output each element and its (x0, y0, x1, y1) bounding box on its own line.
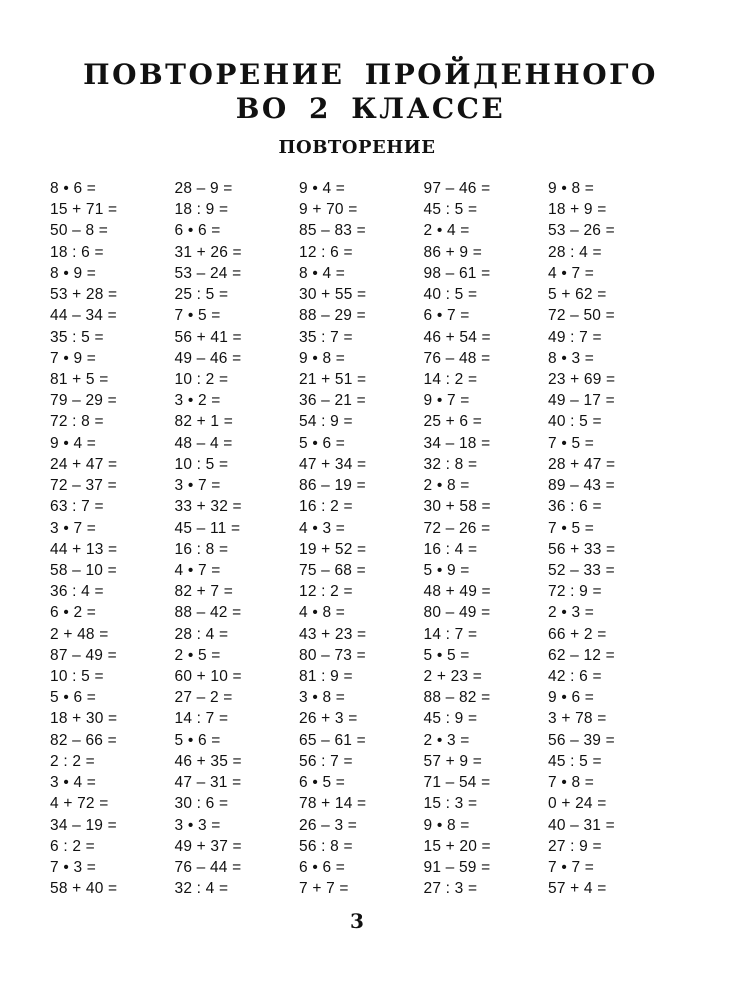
exercise-item: 86 – 19 = (299, 477, 366, 495)
exercise-item: 82 – 66 = (50, 731, 117, 749)
exercise-item: 3 • 3 = (174, 816, 221, 834)
exercise-item: 72 – 37 = (50, 477, 117, 495)
exercise-item: 76 – 48 = (423, 349, 491, 367)
exercise-item: 72 : 9 = (548, 583, 602, 601)
exercise-item: 34 – 18 = (423, 434, 491, 452)
exercise-item: 53 + 28 = (50, 286, 118, 304)
exercise-item: 89 – 43 = (548, 477, 615, 495)
exercise-item: 28 + 47 = (548, 455, 616, 473)
exercise-item: 10 : 5 = (50, 668, 104, 686)
exercise-item: 49 + 37 = (174, 837, 242, 855)
exercise-item: 45 – 11 = (174, 519, 241, 537)
exercise-item: 6 • 6 = (299, 859, 346, 876)
exercise-item: 26 – 3 = (299, 816, 358, 834)
exercise-item: 7 + 7 = (299, 880, 349, 898)
exercise-item: 9 • 8 = (299, 349, 346, 367)
exercise-item: 16 : 4 = (423, 540, 478, 558)
exercise-item: 40 : 5 = (548, 413, 602, 431)
exercise-item: 9 • 8 = (423, 816, 470, 834)
exercise-item: 35 : 7 = (299, 328, 353, 346)
exercise-item: 4 • 8 = (299, 604, 346, 622)
exercise-item: 2 • 3 = (548, 604, 595, 622)
page-title-line-2: ВО 2 КЛАССЕ (235, 92, 506, 125)
exercise-item: 32 : 4 = (174, 880, 229, 898)
exercise-item: 54 : 9 = (299, 413, 353, 431)
exercise-item: 80 – 73 = (299, 646, 366, 664)
exercise-item: 57 + 4 = (548, 880, 607, 898)
exercise-item: 3 • 7 = (50, 519, 97, 537)
exercise-item: 3 • 2 = (174, 392, 221, 410)
exercise-item: 82 + 1 = (174, 413, 233, 431)
exercise-item: 27 – 2 = (174, 689, 233, 707)
exercise-item: 7 • 8 = (548, 774, 595, 792)
exercise-item: 58 – 10 = (50, 561, 117, 579)
exercise-item: 8 • 3 = (548, 349, 595, 367)
exercise-item: 58 + 40 = (50, 880, 118, 898)
exercise-item: 28 – 9 = (174, 180, 233, 197)
exercise-item: 2 + 48 = (50, 625, 109, 643)
exercise-item: 5 • 5 = (423, 646, 470, 664)
exercise-item: 16 : 2 = (299, 498, 353, 516)
exercise-item: 6 • 2 = (50, 604, 97, 622)
exercise-item: 26 + 3 = (299, 710, 358, 728)
exercise-item: 21 + 51 = (299, 370, 367, 388)
exercise-item: 5 + 62 = (548, 286, 607, 304)
exercise-item: 4 + 72 = (50, 795, 109, 813)
exercise-item: 7 • 5 = (174, 307, 221, 325)
exercise-item: 78 + 14 = (299, 795, 367, 813)
exercise-item: 44 + 13 = (50, 540, 118, 558)
exercise-item: 5 • 6 = (50, 689, 97, 707)
exercise-item: 7 • 9 = (50, 349, 97, 367)
exercise-item: 88 – 42 = (174, 604, 242, 622)
exercise-item: 28 : 4 = (174, 625, 229, 643)
exercise-item: 6 • 5 = (299, 774, 346, 792)
exercise-column-1 (50, 178, 175, 899)
exercise-item: 2 : 2 = (50, 752, 95, 770)
exercise-item: 81 : 9 = (299, 668, 353, 686)
exercise-item: 6 • 7 = (423, 307, 470, 325)
exercise-item: 7 • 5 = (548, 434, 595, 452)
exercise-item: 2 • 8 = (423, 477, 470, 495)
exercise-item: 7 • 7 = (548, 859, 595, 876)
exercise-item: 15 : 3 = (423, 795, 478, 813)
exercise-item: 8 • 4 = (299, 264, 346, 282)
exercise-item: 60 + 10 = (174, 668, 242, 686)
exercise-item: 98 – 61 = (423, 264, 491, 282)
exercise-item: 56 + 33 = (548, 540, 616, 558)
exercise-item: 3 • 4 = (50, 774, 97, 792)
exercise-item: 56 – 39 = (548, 731, 615, 749)
exercise-item: 2 • 4 = (423, 222, 470, 240)
exercise-item: 72 – 50 = (548, 307, 615, 325)
exercise-item: 43 + 23 = (299, 625, 367, 643)
exercise-item: 36 – 21 = (299, 392, 366, 410)
exercise-item: 9 • 7 = (423, 392, 470, 410)
exercise-item: 10 : 5 = (174, 455, 229, 473)
exercise-item: 32 : 8 = (423, 455, 478, 473)
exercise-item: 15 + 20 = (423, 837, 491, 855)
exercise-item: 5 • 6 = (174, 731, 221, 749)
exercise-item: 81 + 5 = (50, 370, 109, 388)
exercise-item: 9 • 6 = (548, 689, 595, 707)
exercise-item: 5 • 9 = (423, 561, 470, 579)
exercise-item: 46 + 35 = (174, 752, 242, 770)
page-title-line-1: ПОВТОРЕНИЕ ПРОЙДЕННОГО (83, 58, 658, 91)
exercise-item: 19 + 52 = (299, 540, 367, 558)
exercise-item: 46 + 54 = (423, 328, 491, 346)
exercise-item: 66 + 2 = (548, 625, 607, 643)
exercise-item: 62 – 12 = (548, 646, 615, 664)
exercise-item: 18 : 9 = (174, 201, 229, 219)
exercise-item: 4 • 7 = (174, 561, 221, 579)
exercise-item: 9 + 70 = (299, 201, 358, 219)
exercise-item: 82 + 7 = (174, 583, 233, 601)
exercise-item: 4 • 3 = (299, 519, 346, 537)
exercise-item: 80 – 49 = (423, 604, 491, 622)
exercise-item: 15 + 71 = (50, 201, 118, 219)
exercise-item: 23 + 69 = (548, 370, 616, 388)
exercise-item: 30 + 58 = (423, 498, 491, 516)
exercise-item: 40 – 31 = (548, 816, 615, 834)
exercise-item: 2 • 3 = (423, 731, 470, 749)
exercise-item: 9 • 4 = (299, 180, 346, 197)
exercise-item: 47 + 34 = (299, 455, 367, 473)
exercise-item: 10 : 2 = (174, 370, 229, 388)
exercise-item: 2 • 5 = (174, 646, 221, 664)
exercise-item: 4 • 7 = (548, 264, 595, 282)
exercise-item: 48 + 49 = (423, 583, 491, 601)
exercise-item: 18 : 6 = (50, 243, 104, 261)
exercise-item: 85 – 83 = (299, 222, 366, 240)
exercise-item: 97 – 46 = (423, 180, 491, 197)
exercise-column-4 (424, 178, 549, 899)
exercise-column-3 (299, 178, 424, 899)
exercise-item: 47 – 31 = (174, 774, 242, 792)
exercise-item: 3 • 8 = (299, 689, 346, 707)
exercise-item: 53 – 26 = (548, 222, 615, 240)
exercise-item: 49 : 7 = (548, 328, 602, 346)
exercise-item: 16 : 8 = (174, 540, 229, 558)
exercise-item: 3 • 7 = (174, 477, 221, 495)
exercise-item: 35 : 5 = (50, 328, 104, 346)
page-number: 3 (350, 909, 364, 933)
exercise-item: 86 + 9 = (423, 243, 482, 261)
exercise-item: 18 + 30 = (50, 710, 118, 728)
exercise-item: 56 : 7 = (299, 752, 353, 770)
exercise-item: 53 – 24 = (174, 264, 242, 282)
exercise-item: 8 • 6 = (50, 180, 97, 197)
exercise-item: 56 : 8 = (299, 837, 353, 855)
exercise-item: 49 – 46 = (174, 349, 242, 367)
exercise-item: 9 • 8 = (548, 180, 595, 197)
exercise-item: 88 – 82 = (423, 689, 491, 707)
exercise-item: 48 – 4 = (174, 434, 233, 452)
exercise-item: 31 + 26 = (174, 243, 242, 261)
exercise-item: 25 : 5 = (174, 286, 229, 304)
exercise-item: 91 – 59 = (423, 859, 491, 876)
exercise-item: 5 • 6 = (299, 434, 346, 452)
exercise-item: 36 : 4 = (50, 583, 104, 601)
exercise-item: 6 • 6 = (174, 222, 221, 240)
exercise-column-2 (175, 178, 300, 899)
exercise-item: 2 + 23 = (423, 668, 482, 686)
exercise-item: 14 : 7 = (423, 625, 478, 643)
exercise-item: 40 : 5 = (423, 286, 478, 304)
exercise-item: 49 – 17 = (548, 392, 615, 410)
exercise-item: 88 – 29 = (299, 307, 366, 325)
exercise-item: 57 + 9 = (423, 752, 482, 770)
exercise-item: 42 : 6 = (548, 668, 602, 686)
exercise-grid (50, 178, 673, 899)
exercise-item: 7 • 5 = (548, 519, 595, 537)
exercise-item: 72 – 26 = (423, 519, 491, 537)
exercise-item: 9 • 4 = (50, 434, 97, 452)
exercise-item: 44 – 34 = (50, 307, 117, 325)
exercise-item: 27 : 3 = (423, 880, 478, 898)
exercise-item: 45 : 5 = (548, 752, 602, 770)
exercise-item: 52 – 33 = (548, 561, 615, 579)
exercise-item: 30 + 55 = (299, 286, 367, 304)
exercise-item: 25 + 6 = (423, 413, 482, 431)
exercise-item: 76 – 44 = (174, 859, 242, 876)
exercise-item: 63 : 7 = (50, 498, 104, 516)
exercise-item: 12 : 2 = (299, 583, 353, 601)
section-title: ПОВТОРЕНИЕ (278, 137, 436, 158)
exercise-item: 50 – 8 = (50, 222, 109, 240)
exercise-item: 14 : 2 = (423, 370, 478, 388)
exercise-item: 71 – 54 = (423, 774, 491, 792)
exercise-item: 3 + 78 = (548, 710, 607, 728)
exercise-item: 28 : 4 = (548, 243, 602, 261)
exercise-item: 24 + 47 = (50, 455, 118, 473)
exercise-item: 30 : 6 = (174, 795, 229, 813)
exercise-item: 14 : 7 = (174, 710, 229, 728)
exercise-item: 75 – 68 = (299, 561, 366, 579)
exercise-item: 8 • 9 = (50, 264, 97, 282)
exercise-item: 72 : 8 = (50, 413, 104, 431)
exercise-item: 27 : 9 = (548, 837, 602, 855)
exercise-item: 18 + 9 = (548, 201, 607, 219)
exercise-item: 0 + 24 = (548, 795, 607, 813)
exercise-item: 33 + 32 = (174, 498, 242, 516)
page-title (0, 58, 741, 126)
exercise-item: 7 • 3 = (50, 859, 97, 876)
exercise-item: 65 – 61 = (299, 731, 366, 749)
exercise-item: 45 : 5 = (423, 201, 478, 219)
exercise-column-5 (548, 178, 673, 899)
exercise-item: 34 – 19 = (50, 816, 117, 834)
exercise-item: 79 – 29 = (50, 392, 117, 410)
exercise-item: 56 + 41 = (174, 328, 242, 346)
exercise-item: 87 – 49 = (50, 646, 117, 664)
exercise-item: 12 : 6 = (299, 243, 353, 261)
exercise-item: 45 : 9 = (423, 710, 478, 728)
exercise-item: 6 : 2 = (50, 837, 95, 855)
exercise-item: 36 : 6 = (548, 498, 602, 516)
